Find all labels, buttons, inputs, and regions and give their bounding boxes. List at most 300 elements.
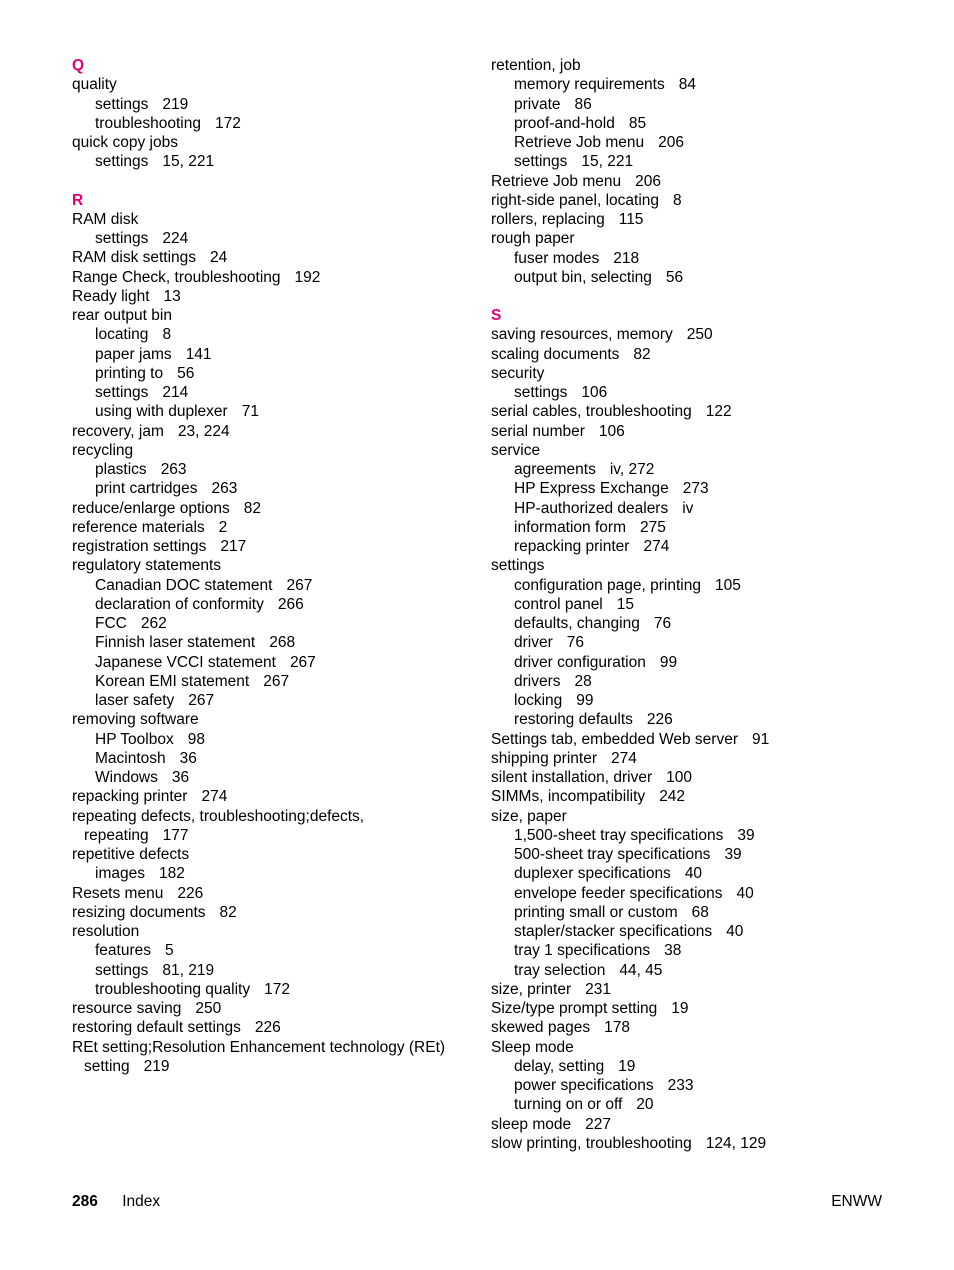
index-term: scaling documents [491, 345, 620, 363]
index-term: plastics [95, 461, 147, 478]
index-entry [491, 730, 891, 749]
index-subentry [72, 864, 464, 883]
index-term: troubleshooting [95, 114, 201, 132]
index-page-reference[interactable]: 267 [289, 653, 316, 671]
index-entry [491, 441, 891, 460]
index-entry [491, 787, 891, 806]
index-page-reference[interactable]: 217 [220, 538, 247, 555]
index-term: Size/type prompt setting [491, 1000, 658, 1017]
index-page-reference[interactable]: 274 [201, 788, 228, 806]
index-subentry [72, 95, 464, 114]
index-term: settings [514, 384, 568, 401]
index-term: repeating defects, troubleshooting;defects, repeating [72, 807, 365, 844]
index-term: recovery, jam [72, 422, 164, 440]
index-subentry [491, 614, 891, 633]
index-page-reference[interactable]: iv, 272 [609, 461, 655, 478]
index-term: repetitive defects [72, 846, 190, 863]
index-page-reference[interactable]: 122 [705, 403, 732, 421]
index-subentry [72, 460, 464, 479]
index-subentry [72, 730, 464, 749]
index-page-reference[interactable]: 19 [671, 1000, 689, 1017]
index-term: printing small or custom [514, 903, 678, 921]
index-term: size, printer [491, 980, 572, 998]
index-entry [491, 1134, 891, 1153]
index-term: stapler/stacker specifications [514, 923, 713, 940]
index-page-reference[interactable]: 15, 221 [581, 153, 634, 171]
index-term: regulatory statements [72, 557, 222, 575]
index-page-reference[interactable]: 219 [143, 1057, 170, 1075]
index-term: fuser modes [514, 249, 600, 267]
index-entry [72, 710, 464, 729]
index-page-reference[interactable]: 40 [736, 884, 754, 902]
index-entry [72, 518, 464, 537]
index-entry [72, 922, 464, 941]
index-entry [491, 325, 891, 344]
index-term: resolution [72, 923, 140, 940]
index-entry [72, 268, 464, 287]
index-term: recycling [72, 441, 134, 459]
index-page-reference[interactable]: 84 [678, 76, 696, 94]
index-term: SIMMs, incompatibility [491, 788, 646, 806]
index-page-reference[interactable]: 219 [162, 95, 189, 113]
index-entry [72, 556, 464, 575]
index-term: images [95, 865, 145, 883]
index-page-reference[interactable]: 13 [163, 287, 181, 305]
index-term: private [514, 95, 561, 113]
index-term: removing software [72, 711, 199, 729]
index-term: RAM disk [72, 210, 139, 228]
index-page-reference[interactable]: 263 [160, 461, 187, 478]
index-term: restoring defaults [514, 711, 633, 729]
index-page-reference[interactable]: 266 [277, 595, 304, 613]
index-term: driver configuration [514, 653, 646, 671]
index-subentry [491, 249, 891, 268]
index-subentry [491, 691, 891, 710]
page-footer [72, 1192, 882, 1211]
index-term: restoring default settings [72, 1019, 241, 1037]
index-subentry [491, 114, 891, 133]
index-subentry [72, 941, 464, 960]
index-page-reference[interactable]: 115 [618, 211, 644, 228]
index-term: printing to [95, 364, 164, 382]
index-subentry [491, 537, 891, 556]
index-page-reference[interactable]: 36 [171, 769, 190, 786]
index-term: repacking printer [514, 538, 630, 555]
index-page-reference[interactable]: 82 [219, 903, 237, 921]
index-page-reference[interactable]: 274 [610, 749, 637, 767]
index-term: defaults, changing [514, 615, 640, 632]
index-subentry [491, 653, 891, 672]
index-entry [72, 441, 464, 460]
index-term: settings [95, 961, 149, 979]
index-term: repacking printer [72, 788, 188, 806]
footer-page-number: 286 [72, 1193, 98, 1210]
index-term: Canadian DOC statement [95, 576, 273, 594]
index-term: locking [514, 692, 563, 709]
index-page-reference[interactable]: 36 [179, 749, 197, 767]
index-subentry [491, 75, 891, 94]
index-term: drivers [514, 672, 561, 690]
index-page-reference[interactable]: 68 [691, 903, 709, 921]
index-term: Range Check, troubleshooting [72, 268, 281, 286]
index-term: power specifications [514, 1077, 654, 1094]
index-page-reference[interactable]: 85 [628, 114, 647, 132]
index-page-reference[interactable]: 82 [243, 499, 261, 517]
index-term: reduce/enlarge options [72, 499, 230, 517]
index-subentry [72, 768, 464, 787]
index-subentry [491, 595, 891, 614]
index-page-reference[interactable]: 206 [658, 134, 684, 151]
index-term: memory requirements [514, 76, 665, 94]
index-subentry [491, 710, 891, 729]
index-term: sleep mode [491, 1115, 572, 1133]
index-page-reference[interactable]: 39 [724, 846, 742, 863]
index-entry [491, 191, 891, 210]
index-entry [72, 999, 464, 1018]
index-term: settings [491, 557, 545, 575]
index-term: settings [514, 153, 568, 171]
index-subentry [491, 1057, 891, 1076]
index-term: Japanese VCCI statement [95, 653, 276, 671]
index-subentry [72, 402, 464, 421]
index-subentry [72, 325, 464, 344]
index-page-reference[interactable]: 15, 221 [162, 153, 215, 171]
index-term: agreements [514, 461, 596, 478]
index-column-left [72, 56, 464, 1076]
index-entry [72, 287, 464, 306]
index-page-reference[interactable]: 71 [241, 403, 259, 421]
index-term: settings [95, 95, 149, 113]
index-subentry [72, 672, 464, 691]
index-term: HP Toolbox [95, 730, 174, 748]
index-term: settings [95, 153, 149, 171]
index-term: declaration of conformity [95, 595, 264, 613]
index-term: tray selection [514, 961, 606, 979]
index-subentry [491, 633, 891, 652]
index-term: skewed pages [491, 1019, 591, 1037]
index-entry [72, 422, 464, 441]
index-subentry [491, 672, 891, 691]
index-term: output bin, selecting [514, 268, 652, 286]
index-page-reference[interactable]: 8 [673, 191, 682, 209]
index-entry [72, 306, 464, 325]
index-term: RAM disk settings [72, 249, 197, 267]
index-page-reference[interactable]: 214 [162, 384, 189, 401]
index-subentry [72, 364, 464, 383]
index-subentry [491, 479, 891, 498]
index-entry [491, 1038, 891, 1057]
index-term: Sleep mode [491, 1038, 574, 1056]
index-entry [72, 1038, 464, 1077]
index-subentry [491, 1076, 891, 1095]
index-term: Retrieve Job menu [514, 134, 645, 151]
index-page-reference[interactable]: 86 [574, 95, 592, 113]
index-entry [491, 1018, 891, 1037]
index-subentry [491, 1095, 891, 1114]
index-subentry [491, 95, 891, 114]
index-page-reference[interactable]: 82 [633, 345, 651, 363]
index-subentry [72, 345, 464, 364]
index-subentry [72, 479, 464, 498]
index-entry [491, 999, 891, 1018]
index-page-reference[interactable]: 56 [177, 364, 195, 382]
index-subentry [491, 152, 891, 171]
index-term: HP-authorized dealers [514, 499, 669, 517]
index-page-reference[interactable]: 28 [574, 672, 592, 690]
index-page-reference[interactable]: 274 [643, 538, 670, 555]
index-page-reference[interactable]: 242 [659, 788, 686, 806]
index-subentry [491, 826, 891, 845]
index-subentry [491, 884, 891, 903]
index-term: HP Express Exchange [514, 480, 669, 498]
index-page-reference[interactable]: 40 [684, 865, 703, 883]
index-term: delay, setting [514, 1057, 605, 1075]
index-page-reference[interactable]: iv [682, 499, 694, 517]
index-term: resource saving [72, 1000, 182, 1017]
index-page-reference[interactable]: 98 [187, 730, 205, 748]
index-page-reference[interactable]: 56 [665, 268, 684, 286]
index-subentry [491, 941, 891, 960]
index-subentry [72, 383, 464, 402]
index-page-reference[interactable]: 76 [566, 634, 585, 652]
index-page-reference[interactable]: 218 [613, 249, 640, 267]
index-term: resizing documents [72, 903, 206, 921]
index-entry [72, 499, 464, 518]
index-page-reference[interactable]: 44, 45 [619, 961, 663, 979]
index-term: silent installation, driver [491, 769, 653, 786]
footer-section-name: Index [122, 1193, 161, 1210]
index-subentry [491, 460, 891, 479]
index-entry [72, 1018, 464, 1037]
index-subentry [491, 864, 891, 883]
index-page-reference[interactable]: 172 [264, 980, 290, 998]
index-term: driver [514, 634, 553, 652]
index-term: using with duplexer [95, 403, 228, 421]
index-term: control panel [514, 595, 603, 613]
index-term: locating [95, 326, 149, 344]
index-subentry [72, 595, 464, 614]
index-subentry [72, 152, 464, 171]
index-term: quality [72, 76, 117, 94]
index-page-reference[interactable]: 224 [162, 230, 189, 247]
index-term: envelope feeder specifications [514, 884, 723, 902]
index-term: settings [95, 384, 149, 401]
index-page-reference[interactable]: 91 [752, 730, 770, 748]
index-term: Macintosh [95, 749, 166, 767]
index-page-reference[interactable]: 106 [598, 422, 625, 440]
index-page-reference[interactable]: 99 [659, 653, 678, 671]
index-term: shipping printer [491, 749, 597, 767]
index-term: quick copy jobs [72, 134, 178, 151]
index-entry [72, 133, 464, 152]
index-entry [72, 845, 464, 864]
index-term: troubleshooting quality [95, 980, 251, 998]
index-column-right [491, 56, 891, 1153]
index-term: 500-sheet tray specifications [514, 846, 711, 863]
index-term: turning on or off [514, 1096, 623, 1114]
index-term: Retrieve Job menu [491, 172, 622, 190]
index-term: features [95, 942, 152, 960]
index-page-reference[interactable]: 5 [165, 942, 174, 960]
index-term: size, paper [491, 807, 567, 825]
index-subentry [491, 903, 891, 922]
index-entry [72, 210, 464, 229]
index-entry [491, 749, 891, 768]
index-term: Windows [95, 769, 158, 786]
index-term: security [491, 364, 545, 382]
index-page-reference[interactable]: 105 [715, 576, 741, 594]
index-entry [491, 422, 891, 441]
index-term: serial number [491, 422, 585, 440]
index-entry [491, 1115, 891, 1134]
index-page-reference[interactable]: 250 [686, 326, 713, 344]
index-subentry [72, 633, 464, 652]
section-letter-heading: S [491, 307, 502, 324]
index-term: right-side panel, locating [491, 191, 660, 209]
index-entry [72, 884, 464, 903]
index-page-reference[interactable]: 76 [653, 615, 672, 632]
index-page-reference[interactable]: 268 [269, 634, 296, 652]
index-page-reference[interactable]: 20 [636, 1096, 654, 1114]
index-subentry [72, 576, 464, 595]
index-entry [491, 210, 891, 229]
index-entry [72, 903, 464, 922]
index-term: service [491, 441, 541, 459]
index-term: settings [95, 230, 149, 247]
index-entry [491, 56, 891, 75]
index-term: serial cables, troubleshooting [491, 403, 692, 421]
index-entry [72, 537, 464, 556]
index-page-reference[interactable]: 172 [215, 114, 241, 132]
index-page-reference[interactable]: 226 [254, 1019, 281, 1037]
index-page-reference[interactable]: 124, 129 [705, 1134, 767, 1152]
index-page-reference[interactable]: 99 [576, 692, 594, 709]
index-page-reference[interactable]: 177 [162, 826, 189, 844]
index-term: Finnish laser statement [95, 634, 256, 652]
index-term: tray 1 specifications [514, 942, 651, 960]
index-page-reference[interactable]: 178 [604, 1019, 630, 1037]
index-term: Korean EMI statement [95, 672, 250, 690]
index-term: laser safety [95, 692, 175, 709]
index-subentry [72, 114, 464, 133]
index-page-reference[interactable]: 81, 219 [162, 961, 215, 979]
index-subentry [491, 922, 891, 941]
index-subentry [491, 133, 891, 152]
index-entry [491, 345, 891, 364]
index-entry [491, 980, 891, 999]
index-entry [72, 248, 464, 267]
index-entry [491, 768, 891, 787]
index-page-reference[interactable]: 24 [210, 249, 228, 267]
index-subentry [72, 749, 464, 768]
index-page-reference[interactable]: 267 [188, 692, 215, 709]
index-page-reference[interactable]: 100 [666, 769, 692, 786]
index-term: registration settings [72, 538, 207, 555]
index-page-reference[interactable]: 227 [585, 1115, 612, 1133]
index-subentry [491, 961, 891, 980]
index-page-reference[interactable]: 39 [737, 826, 755, 844]
index-subentry [72, 614, 464, 633]
index-entry [491, 172, 891, 191]
index-page-reference[interactable]: 267 [286, 576, 313, 594]
index-page-reference[interactable]: 250 [195, 1000, 222, 1017]
index-entry [72, 807, 464, 846]
index-page-reference[interactable]: 262 [140, 615, 167, 632]
index-term: information form [514, 518, 626, 536]
index-term: REt setting;Resolution Enhancement technology (REt) setting [72, 1038, 446, 1075]
index-subentry [72, 229, 464, 248]
index-term: reference materials [72, 518, 205, 536]
index-page-reference[interactable]: 263 [211, 480, 238, 498]
index-page-reference[interactable]: 19 [618, 1057, 636, 1075]
index-page-reference[interactable]: 192 [294, 268, 321, 286]
index-term: Ready light [72, 287, 150, 305]
index-term: Resets menu [72, 884, 164, 902]
index-subentry [491, 845, 891, 864]
index-page-reference[interactable]: 40 [726, 923, 744, 940]
section-letter-heading: R [72, 191, 84, 209]
index-subentry [72, 691, 464, 710]
index-subentry [491, 383, 891, 402]
index-page-reference[interactable]: 226 [177, 884, 204, 902]
index-term: proof-and-hold [514, 114, 615, 132]
index-page-reference[interactable]: 8 [162, 326, 172, 344]
index-page-reference[interactable]: 15 [616, 595, 635, 613]
index-page-reference[interactable]: 206 [635, 172, 661, 190]
index-term: saving resources, memory [491, 326, 673, 344]
index-page-reference[interactable]: 275 [639, 518, 666, 536]
index-subentry [491, 499, 891, 518]
index-page-reference[interactable]: 226 [646, 711, 673, 729]
index-page-reference[interactable]: 233 [667, 1077, 694, 1094]
index-entry [491, 364, 891, 383]
index-term: rollers, replacing [491, 211, 605, 228]
index-subentry [491, 518, 891, 537]
index-subentry [72, 961, 464, 980]
footer-publisher-code: ENWW [831, 1193, 882, 1210]
index-entry [72, 787, 464, 806]
index-term: rough paper [491, 230, 575, 248]
index-subentry [491, 576, 891, 595]
index-page-reference[interactable]: 2 [218, 518, 228, 536]
index-entry [72, 75, 464, 94]
index-page-reference[interactable]: 231 [585, 980, 611, 998]
index-subentry [491, 268, 891, 287]
index-entry [491, 229, 891, 248]
index-term: retention, job [491, 57, 581, 74]
index-page-reference[interactable]: 38 [664, 942, 682, 960]
index-term: FCC [95, 615, 127, 632]
index-subentry [72, 653, 464, 672]
index-entry [491, 556, 891, 575]
index-subentry [72, 980, 464, 999]
section-letter-heading: Q [72, 57, 85, 74]
index-term: configuration page, printing [514, 576, 701, 594]
index-page-reference[interactable]: 106 [581, 384, 608, 401]
index-term: duplexer specifications [514, 865, 671, 883]
index-page-reference[interactable]: 267 [263, 672, 290, 690]
index-term: rear output bin [72, 307, 172, 324]
index-page-reference[interactable]: 273 [682, 480, 709, 498]
index-term: slow printing, troubleshooting [491, 1134, 692, 1152]
index-page-reference[interactable]: 23, 224 [177, 422, 230, 440]
index-page-reference[interactable]: 182 [158, 865, 185, 883]
index-term: paper jams [95, 345, 172, 363]
index-entry [491, 807, 891, 826]
index-term: 1,500-sheet tray specifications [514, 826, 724, 844]
index-term: print cartridges [95, 480, 198, 498]
index-page-reference[interactable]: 141 [185, 345, 212, 363]
